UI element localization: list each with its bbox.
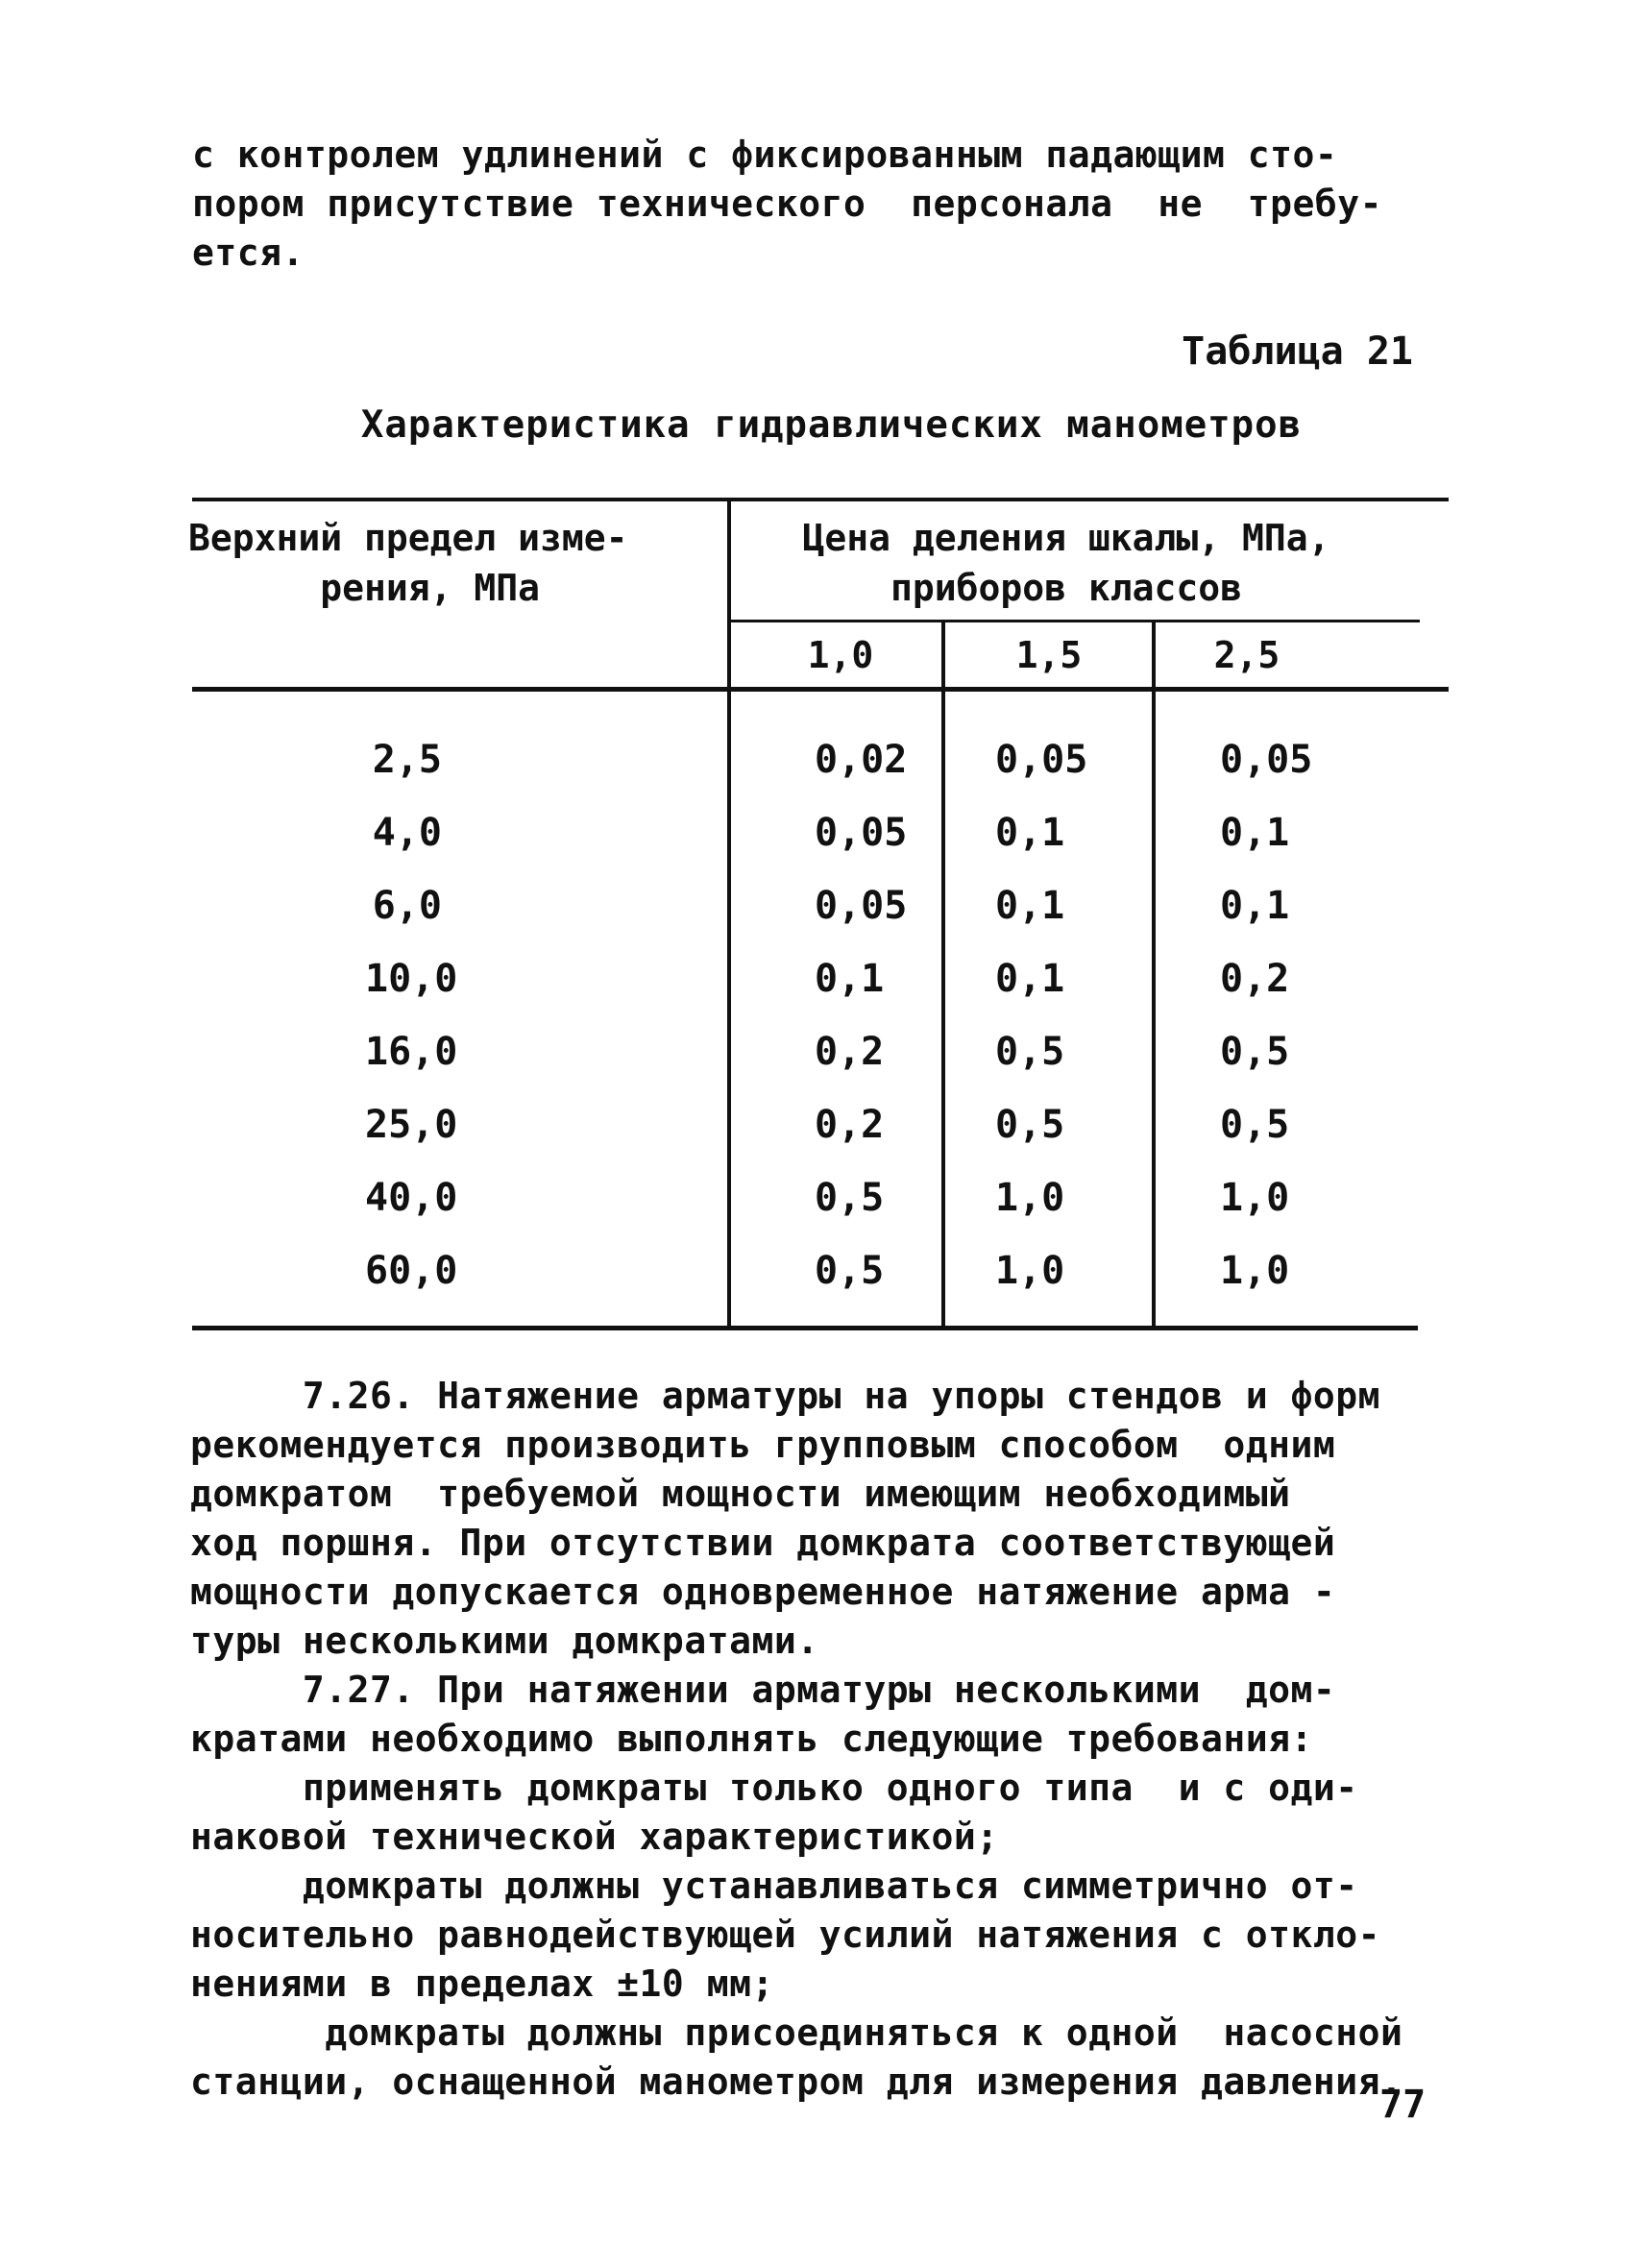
cell-class-1-5: 0,5	[995, 1103, 1065, 1147]
header-bottom-rule	[192, 687, 1449, 692]
cell-class-1: 0,1	[815, 957, 885, 1001]
table-label: Таблица 21	[1182, 329, 1413, 374]
cell-limit: 25,0	[365, 1103, 458, 1147]
cell-class-1: 0,02	[815, 738, 908, 782]
column-divider-1	[941, 620, 945, 1329]
body-line-12: носительно равнодействующей усилий натяжения с откло-	[190, 1914, 1381, 1956]
cell-class-1: 0,2	[815, 1103, 885, 1147]
body-line-2: рекомендуется производить групповым способом одним	[190, 1424, 1336, 1466]
page-number: 77	[1379, 2083, 1427, 2127]
cell-class-2-5: 1,0	[1220, 1176, 1290, 1220]
cell-class-2-5: 0,1	[1220, 811, 1290, 855]
body-line-10: наковой технической характеристикой;	[190, 1816, 999, 1858]
body-line-11: домкраты должны устанавливаться симметрично от-	[190, 1865, 1358, 1907]
cell-limit: 4,0	[372, 811, 442, 855]
table-bottom-rule	[192, 1326, 1418, 1330]
body-line-1: 7.26. Натяжение арматуры на упоры стендов и форм	[190, 1375, 1381, 1417]
header-scale-division: Цена деления шкалы, МПа, приборов классов	[802, 517, 1330, 609]
cell-limit: 16,0	[365, 1030, 458, 1074]
cell-class-1-5: 1,0	[995, 1176, 1065, 1220]
body-line-7: 7.27. При натяжении арматуры несколькими дом-	[190, 1669, 1336, 1711]
cell-class-2-5: 0,05	[1220, 738, 1313, 782]
cell-class-1-5: 0,1	[995, 957, 1065, 1001]
cell-limit: 6,0	[372, 884, 442, 928]
table-caption: Характеристика гидравлических манометров	[360, 403, 1303, 447]
class-label-1: 1,0	[807, 634, 874, 676]
cell-class-1: 0,05	[815, 884, 908, 928]
cell-class-1-5: 0,1	[995, 884, 1065, 928]
column-divider-2	[1152, 620, 1156, 1329]
cell-class-2-5: 0,5	[1220, 1103, 1290, 1147]
cell-class-1: 0,5	[815, 1176, 885, 1220]
cell-class-2-5: 0,1	[1220, 884, 1290, 928]
header-upper-limit: Верхний предел изме- рения, МПа	[188, 517, 628, 609]
cell-limit: 40,0	[365, 1176, 458, 1220]
class-label-3: 2,5	[1213, 634, 1280, 676]
cell-class-1-5: 1,0	[995, 1249, 1065, 1293]
cell-class-1-5: 0,1	[995, 811, 1065, 855]
body-line-4: ход поршня. При отсутствии домкрата соответствующей	[190, 1522, 1336, 1564]
cell-class-2-5: 0,5	[1220, 1030, 1290, 1074]
intro-line-2: пором присутствие технического персонала не требу-	[192, 183, 1383, 225]
cell-limit: 2,5	[372, 738, 442, 782]
body-line-3: домкратом требуемой мощности имеющим необходимый	[190, 1473, 1291, 1515]
body-line-6: туры несколькими домкратами.	[190, 1620, 819, 1662]
body-line-5: мощности допускается одновременное натяжение арма -	[190, 1571, 1336, 1613]
cell-class-2-5: 1,0	[1220, 1249, 1290, 1293]
cell-class-1: 0,2	[815, 1030, 885, 1074]
cell-class-1: 0,05	[815, 811, 908, 855]
body-line-13: нениями в пределах ±10 мм;	[190, 1963, 774, 2005]
cell-limit: 10,0	[365, 957, 458, 1001]
cell-class-1-5: 0,05	[995, 738, 1088, 782]
body-line-14: домкраты должны присоединяться к одной насосной	[190, 2012, 1403, 2054]
body-line-8: кратами необходимо выполнять следующие требования:	[190, 1718, 1313, 1760]
class-subheader-rule	[729, 620, 1420, 622]
intro-line-3: ется.	[192, 232, 305, 274]
cell-class-1: 0,5	[815, 1249, 885, 1293]
cell-class-1-5: 0,5	[995, 1030, 1065, 1074]
intro-line-1: с контролем удлинений с фиксированным падающим сто-	[192, 134, 1338, 176]
body-line-9: применять домкраты только одного типа и с оди-	[190, 1767, 1358, 1809]
table-top-rule	[192, 498, 1449, 501]
cell-limit: 60,0	[365, 1249, 458, 1293]
class-label-2: 1,5	[1015, 634, 1083, 676]
cell-class-2-5: 0,2	[1220, 957, 1290, 1001]
body-line-15: станции, оснащенной манометром для измерения давления.	[190, 2061, 1403, 2103]
